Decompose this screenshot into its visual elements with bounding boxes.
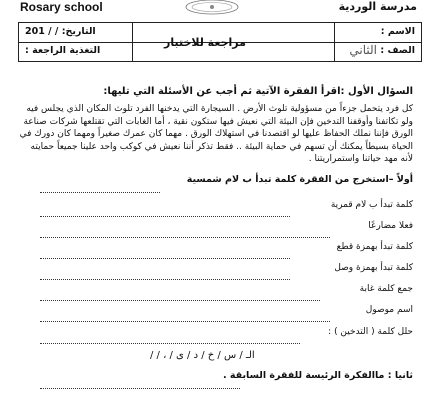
school-name-en: Rosary school — [20, 0, 103, 14]
school-name-ar: مدرسة الوردية — [338, 0, 417, 13]
answer-blank[interactable] — [40, 178, 160, 197]
question-line — [337, 242, 413, 254]
question-1-heading: السؤال الأول :اقرأ الفقرة الآتية ثم أجب عن الأسئلة التي تليها: — [103, 86, 413, 97]
analyze-pattern: الـ / س / خ / د / ى / ، / / — [150, 350, 255, 361]
question-line — [360, 284, 413, 296]
answer-blank[interactable] — [40, 329, 300, 348]
question-item: جمع كلمة غابة — [359, 284, 413, 294]
answer-blank[interactable] — [40, 223, 330, 242]
question-item: كلمة تبدأ بهمزة وصل — [334, 263, 413, 273]
answer-blank[interactable] — [40, 265, 290, 284]
table-divider — [334, 23, 335, 61]
answer-blank[interactable] — [40, 374, 240, 393]
name-label: الاسم : — [380, 26, 415, 37]
part-1-heading: أولاً –استخرج من الفقرة كلمة تبدأ ب لام شمسية — [186, 174, 413, 185]
question-line — [366, 305, 413, 317]
answer-blank[interactable] — [40, 286, 320, 305]
page-title: مراجعة للاختبار — [164, 36, 246, 49]
grade-label: الصف : — [380, 45, 415, 56]
question-line — [331, 200, 413, 212]
feedback-label: التغذية الراجعة : — [25, 45, 101, 56]
question-item: فعلا مضارعًا — [368, 221, 413, 231]
answer-blank[interactable] — [40, 244, 290, 263]
info-table — [18, 22, 422, 62]
analyze-label: حلل كلمة ( التدخين ) : — [328, 327, 413, 337]
question-line — [368, 221, 413, 233]
school-logo — [182, 0, 242, 18]
answer-blank[interactable] — [40, 307, 330, 326]
question-item: كلمة تبدأ ب لام قمرية — [330, 200, 413, 210]
grade-value-handwritten: الثاني — [349, 43, 377, 57]
question-item: اسم موصول — [365, 305, 413, 315]
question-item: كلمة تبدأ بهمزة قطع — [336, 242, 413, 252]
date-label: التاريخ: / / 201 — [25, 26, 96, 37]
part-2-heading: ثانيا : ماالفكرة الرئيسة للفقرة السابقة . — [222, 370, 413, 381]
question-line — [328, 327, 413, 339]
answer-blank[interactable] — [40, 202, 290, 221]
table-divider — [132, 23, 133, 61]
question-paragraph: كل فرد يتحمل جزءاً من مسؤولية تلوث الأرض . السيجارة التي يدخنها الفرد تلوث المكان الذي يجلس فيه ولو تكاتفنا وأوقفنا التدخين فإن البيئة التي نعيش فيها ستكون نقية ، أما الغابات التي تقتلعها شركات صناعة الورق فإننا نملك الحفاظ عليها لو اقتصدنا في استهلاك الورق . مهما كان عمرك صغيراً ومهما كان دورك في الحياة بسيطاً يمكنك أن تسهم في حماية البيئة .. فقط تذكر أننا نعيش في كوكب واحد علينا جميعاً حمايته لأنه مهد حياتنا واستمراريتنا . — [19, 104, 413, 164]
question-line — [334, 263, 413, 275]
